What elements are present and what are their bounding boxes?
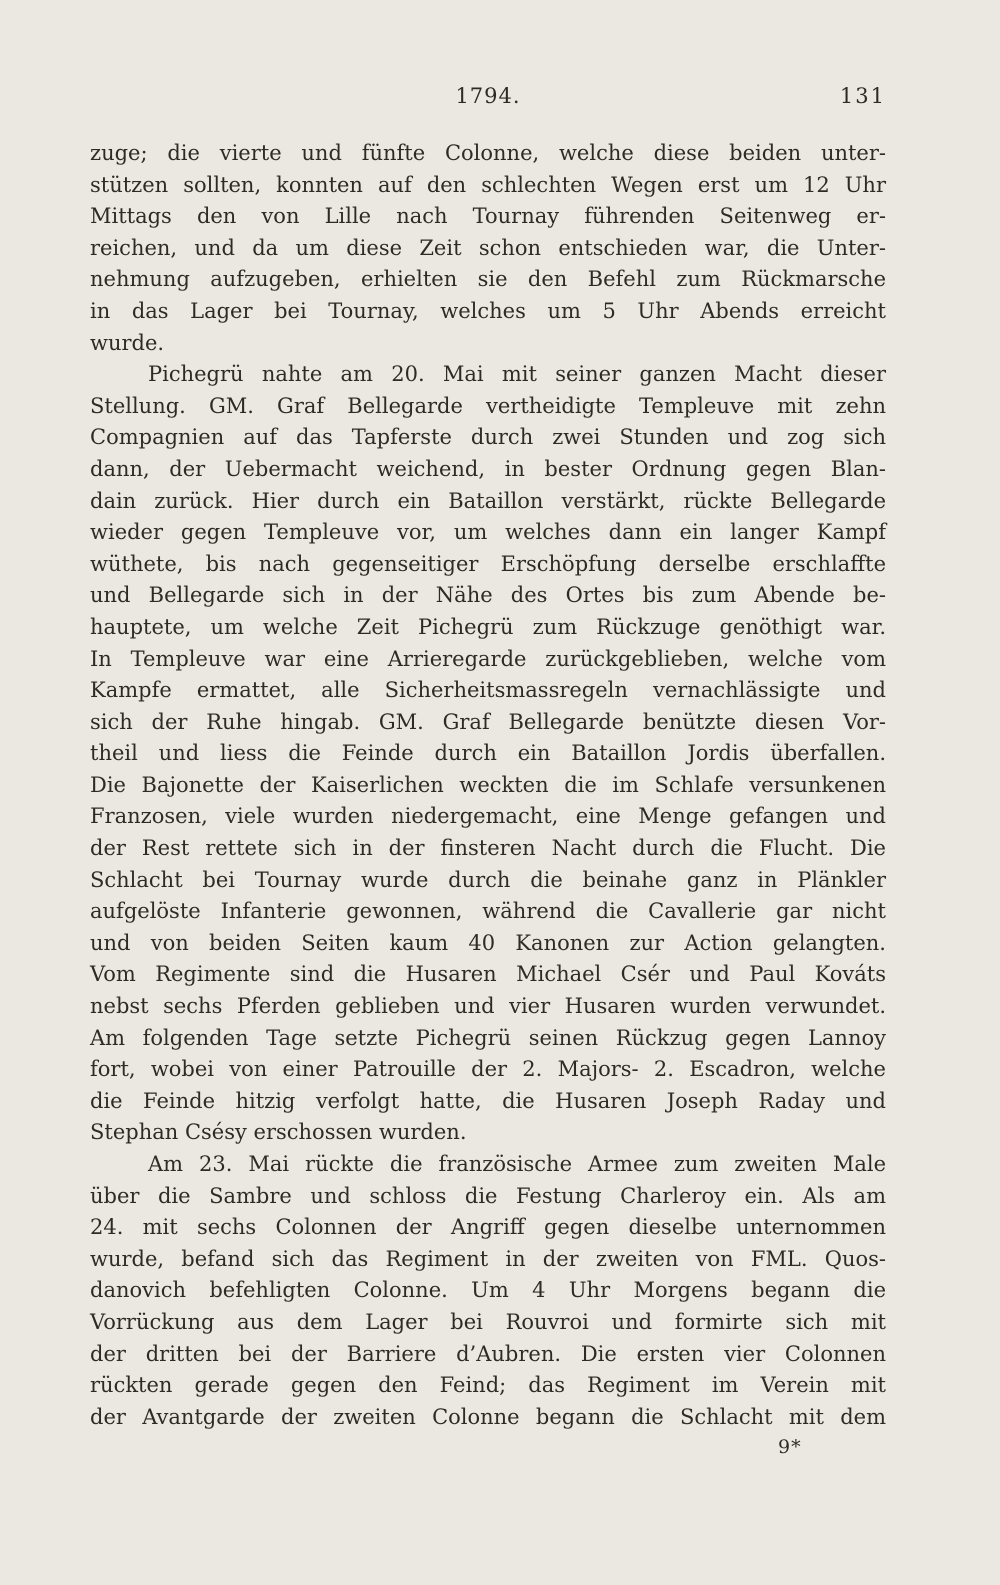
paragraph-first-line: Pichegrü nahte am 20. Mai mit seiner ganzen Macht dieser [148,362,886,387]
text-line: In Templeuve war eine Arrieregarde zurückgeblieben, welche vom [90,646,886,671]
text-line: hauptete, um welche Zeit Pichegrü zum Rückzuge genöthigt war. [90,614,886,639]
text-line: der dritten bei der Barriere d’Aubren. Die ersten vier Colonnen [90,1341,886,1366]
text-line: der Rest rettete sich in der finsteren Nacht durch die Flucht. Die [90,836,886,861]
text-line: Compagnien auf das Tapferste durch zwei Stunden und zog sich [90,425,886,450]
paragraph-first-line: Am 23. Mai rückte die französische Armee zum zweiten Male [148,1152,886,1176]
text-line: wieder gegen Templeuve vor, um welches dann ein langer Kampf [90,520,886,545]
text-line: Stellung. GM. Graf Bellegarde vertheidigte Templeuve mit zehn [90,393,886,418]
text-line: in das Lager bei Tournay, welches um 5 Uhr Abends erreicht [90,298,886,323]
text-line: aufgelöste Infanterie gewonnen, während die Cavallerie gar nicht [90,899,886,924]
text-line: Am folgenden Tage setzte Pichegrü seinen Rückzug gegen Lannoy [90,1025,886,1050]
text-line: 24. mit sechs Colonnen der Angriff gegen dieselbe unternommen [90,1215,886,1240]
text-line: dann, der Uebermacht weichend, in bester Ordnung gegen Blan- [90,456,886,481]
text-line: nehmung aufzugeben, erhielten sie den Befehl zum Rückmarsche [90,267,886,292]
text-line: der Avantgarde der zweiten Colonne begann die Schlacht mit dem [90,1404,886,1429]
running-head [90,84,886,116]
text-line: danovich befehligten Colonne. Um 4 Uhr Morgens begann die [90,1278,886,1303]
signature-mark: 9* [778,1436,802,1458]
text-line: die Feinde hitzig verfolgt hatte, die Husaren Joseph Raday und [90,1088,886,1113]
text-line: Franzosen, viele wurden niedergemacht, eine Menge gefangen und [90,804,886,829]
text-line: wurde, befand sich das Regiment in der zweiten von FML. Quos- [90,1246,886,1271]
text-line: dain zurück. Hier durch ein Bataillon verstärkt, rückte Bellegarde [90,488,886,513]
text-line: Stephan Csésy erschossen wurden. [90,1120,467,1145]
text-line: Kampfe ermattet, alle Sicherheitsmassregeln vernachlässigte und [90,678,886,703]
text-line: Mittags den von Lille nach Tournay führenden Seitenweg er- [90,204,886,229]
text-line: sich der Ruhe hingab. GM. Graf Bellegarde benützte diesen Vor- [90,709,886,734]
text-line: zuge; die vierte und fünfte Colonne, welche diese beiden unter- [90,141,886,165]
text-line: und Bellegarde sich in der Nähe des Ortes bis zum Abende be- [90,583,886,608]
text-line: über die Sambre und schloss die Festung Charleroy ein. Als am [90,1183,886,1208]
text-line: reichen, und da um diese Zeit schon entschieden war, die Unter- [90,235,886,260]
text-line: nebst sechs Pferden geblieben und vier Husaren wurden verwundet. [90,994,886,1019]
text-line: wurde. [90,330,165,355]
text-line: rückten gerade gegen den Feind; das Regiment im Verein mit [90,1373,886,1398]
text-line: Vorrückung aus dem Lager bei Rouvroi und formirte sich mit [90,1309,886,1334]
body-text [90,138,886,1433]
text-line: Die Bajonette der Kaiserlichen weckten die im Schlafe versunkenen [90,772,886,797]
text-line: Schlacht bei Tournay wurde durch die beinahe ganz in Plänkler [90,867,886,892]
text-line: stützen sollten, konnten auf den schlechten Wegen erst um 12 Uhr [90,172,886,197]
text-line: wüthete, bis nach gegenseitiger Erschöpfung derselbe erschlaffte [90,551,886,576]
text-line: theil und liess die Feinde durch ein Bataillon Jordis überfallen. [90,741,886,766]
page-number: 131 [839,84,886,108]
text-line: und von beiden Seiten kaum 40 Kanonen zur Action gelangten. [90,930,886,955]
running-head-year: 1794. [455,84,521,108]
text-line: fort, wobei von einer Patrouille der 2. Majors- 2. Escadron, welche [90,1057,886,1082]
text-line: Vom Regimente sind die Husaren Michael Csér und Paul Kováts [90,962,886,987]
